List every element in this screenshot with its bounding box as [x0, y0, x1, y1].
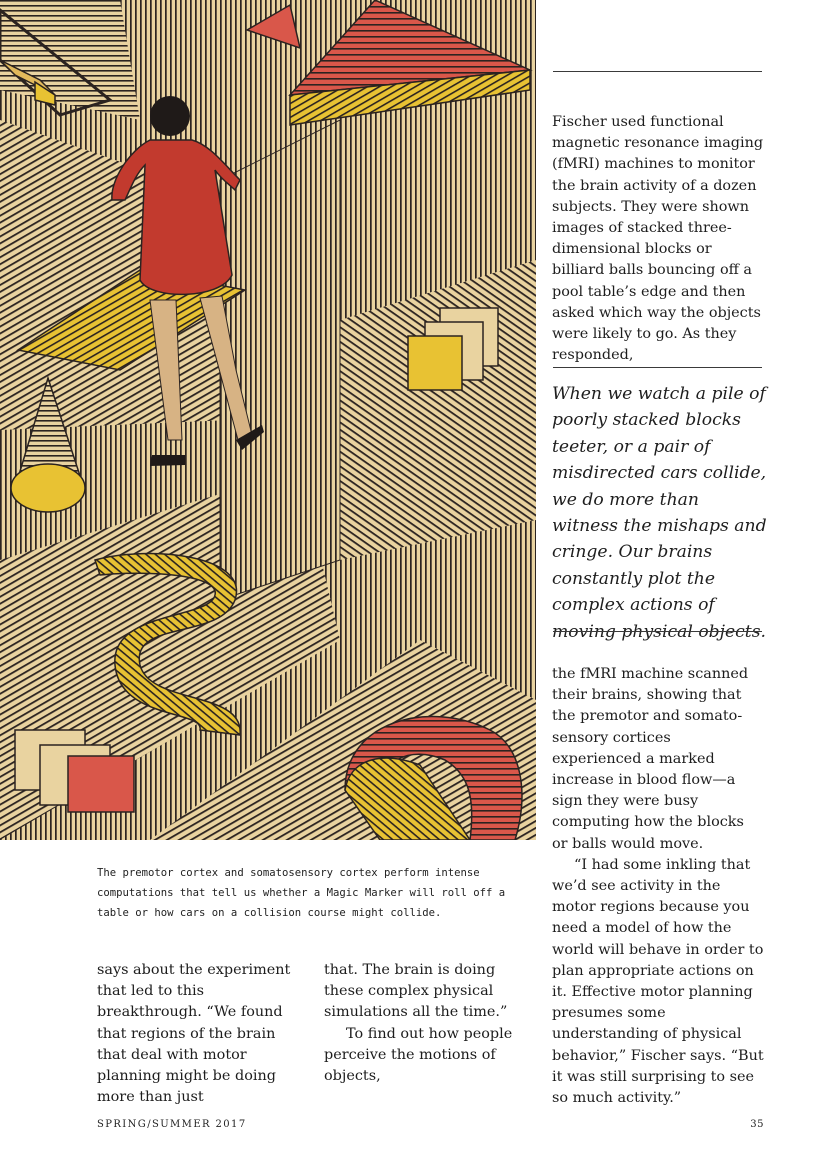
sidebar-bottom-paragraph-2: “I had some inkling that we’d see activity in the motor regions because you need a model of how the world will behave in order to plan appropriate actions on it. Effective motor planning presumes some understanding of physical behavior,” Fischer says. “But it was still surprising to see so much activity.” [552, 856, 764, 1107]
illustration [0, 0, 536, 840]
sidebar-bottom-paragraph-1: the fMRI machine scanned their brains, showing that the premotor and somatosensory cortices experienced a marked increase in blood flow—a sign they were busy computing how the blocks or balls would move. [552, 666, 749, 852]
body-column-2-paragraph-2: To find out how people perceive the motions of objects, [324, 1025, 513, 1085]
illustration-caption: The premotor cortex and somatosensory cortex perform intense computations that tell us whether a Magic Marker will roll off a table or how cars on a collision course might collide. [97, 867, 506, 919]
optical-illusion-artwork [0, 0, 536, 840]
top-rule [553, 71, 762, 72]
sidebar-top-column [552, 112, 766, 366]
pull-quote-rule-bottom [553, 631, 762, 632]
sidebar-top-paragraph: Fischer used functional magnetic resonance imaging (fMRI) machines to monitor the brain activity of a dozen subjects. They were shown images of stacked three-dimensional blocks or billiard balls bouncing off a pool table’s edge and then asked which way the objects were likely to go. As they responded, [552, 114, 764, 364]
sidebar-bottom-column [552, 664, 764, 1109]
page-number: 35 [750, 1119, 764, 1130]
pull-quote: When we watch a pile of poorly stacked blocks teeter, or a pair of misdirected cars collide, we do more than witness the mishaps and cringe. Our brains constantly plot the complex actions of moving physical objects. [552, 384, 767, 642]
footer-issue: SPRING/SUMMER 2017 [97, 1119, 247, 1130]
body-column-2 [324, 960, 538, 1087]
body-column-2-paragraph-1: that. The brain is doing these complex physical simulations all the time.” [324, 962, 508, 1021]
body-column-1-text: says about the experiment that led to this breakthrough. “We found that regions of the brain that deal with motor planning might be doing more than just [97, 962, 291, 1106]
body-column-1 [97, 960, 309, 1108]
pull-quote-rule-top [553, 367, 762, 368]
